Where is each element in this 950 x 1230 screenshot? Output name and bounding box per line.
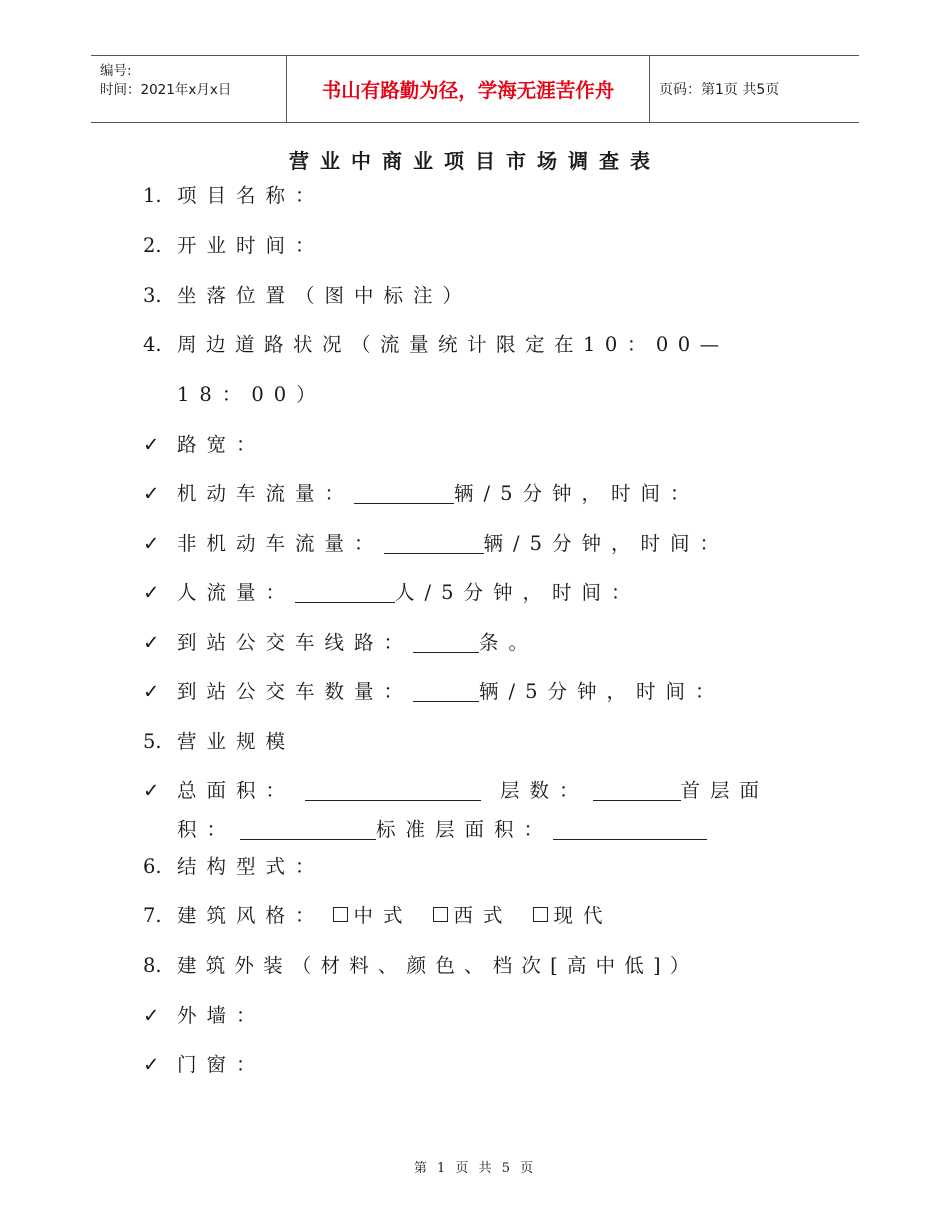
first-floor-label: 首层面 [680, 779, 770, 802]
fill-blank[interactable] [553, 819, 707, 840]
item-road-status [143, 330, 729, 360]
check-icon: ✓ [143, 532, 160, 555]
fill-blank[interactable] [413, 681, 479, 702]
item-opening-time [143, 231, 325, 261]
item-label: 结构型式： [177, 855, 325, 878]
item-number: 3. [143, 284, 162, 307]
floors-label: 层数： [500, 779, 589, 802]
time-label: 时间：2021年x月x日 [100, 82, 232, 98]
item-number: 5. [143, 730, 162, 753]
check-bus-lines [143, 628, 538, 658]
standard-floor-label: 标准层面积： [376, 818, 554, 841]
header-page-info: 页码：第1页 共5页 [659, 82, 780, 98]
check-icon: ✓ [143, 581, 160, 604]
item-label: 总面积： [177, 779, 296, 802]
item-number: 8. [143, 954, 162, 977]
check-motor-traffic [143, 479, 700, 509]
check-icon: ✓ [143, 1053, 160, 1076]
item-label: 非机动车流量： [177, 532, 384, 555]
item-number: 7. [143, 904, 162, 927]
check-icon: ✓ [143, 680, 160, 703]
check-doors-windows [143, 1050, 266, 1080]
check-total-area-continued [177, 815, 707, 845]
fill-blank[interactable] [354, 483, 454, 504]
header-meta-cell [91, 56, 287, 122]
document-title: 营业中商业项目市场调查表 [289, 149, 661, 173]
check-road-width [143, 430, 266, 460]
item-label: 人流量： [177, 581, 296, 604]
item-structure-type [143, 852, 325, 882]
check-icon: ✓ [143, 482, 160, 505]
fill-blank[interactable] [593, 780, 681, 801]
item-architectural-style [143, 901, 613, 931]
item-suffix: 辆/5分钟，时间： [479, 680, 725, 703]
check-exterior-wall [143, 1001, 266, 1031]
item-label: 营业规模 [177, 730, 296, 753]
item-location [143, 281, 472, 311]
item-road-status-continued [177, 380, 326, 410]
option-label: 西式 [453, 904, 513, 927]
check-icon: ✓ [143, 631, 160, 654]
checkbox-modern-style[interactable] [533, 907, 548, 922]
header-motto: 书山有路勤为径，学海无涯苦作舟 [287, 56, 650, 122]
item-label: 坐落位置（图中标注） [177, 284, 473, 307]
page-header [91, 55, 859, 123]
item-project-name [143, 181, 325, 211]
item-label: 项目名称： [177, 184, 325, 207]
item-number: 4. [143, 333, 162, 356]
item-label: 建筑外装（材料、颜色、档次[高中低]） [177, 954, 699, 977]
item-suffix: 条。 [479, 631, 539, 654]
item-label: 路宽： [177, 433, 266, 456]
option-label: 现代 [553, 904, 613, 927]
item-suffix: 辆/5分钟，时间： [454, 482, 700, 505]
item-suffix: 人/5分钟，时间： [395, 581, 641, 604]
fill-blank[interactable] [384, 533, 484, 554]
option-label: 中式 [353, 904, 413, 927]
fill-blank[interactable] [240, 819, 376, 840]
checkbox-western-style[interactable] [433, 907, 448, 922]
item-label-continued: 18：00） [177, 383, 326, 406]
item-label: 门窗： [177, 1053, 266, 1076]
item-label: 到站公交车数量： [177, 680, 414, 703]
check-nonmotor-traffic [143, 529, 729, 559]
check-total-area [143, 776, 769, 806]
area-label-continued: 积： [177, 818, 237, 841]
item-label: 开业时间： [177, 234, 325, 257]
item-label: 建筑风格： [177, 904, 325, 927]
item-number: 2. [143, 234, 162, 257]
item-number: 6. [143, 855, 162, 878]
check-icon: ✓ [143, 1004, 160, 1027]
item-exterior-finish [143, 951, 699, 981]
check-bus-count [143, 677, 725, 707]
item-label: 机动车流量： [177, 482, 355, 505]
item-label: 外墙： [177, 1004, 266, 1027]
code-label: 编号: [100, 63, 132, 79]
item-suffix: 辆/5分钟，时间： [483, 532, 729, 555]
fill-blank[interactable] [295, 582, 395, 603]
check-icon: ✓ [143, 433, 160, 456]
item-number: 1. [143, 184, 162, 207]
item-business-scale [143, 727, 295, 757]
fill-blank[interactable] [305, 780, 481, 801]
fill-blank[interactable] [413, 632, 479, 653]
item-label: 到站公交车线路： [177, 631, 414, 654]
checkbox-chinese-style[interactable] [333, 907, 348, 922]
check-pedestrian-flow [143, 578, 641, 608]
item-label: 周边道路状况（流量统计限定在10：00— [177, 333, 729, 356]
check-icon: ✓ [143, 779, 160, 802]
page-footer: 第 1 页 共 5 页 [413, 1161, 537, 1176]
